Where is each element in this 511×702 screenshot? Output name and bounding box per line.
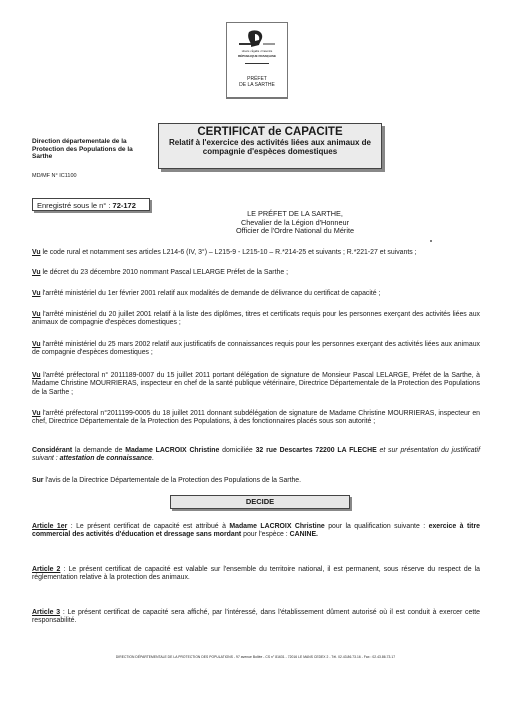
vu-lead: Vu bbox=[32, 290, 41, 297]
article-3 bbox=[32, 609, 480, 626]
registration-label: Enregistré sous le n° : bbox=[37, 201, 111, 210]
registration-number: 72-172 bbox=[112, 201, 136, 210]
logo-prefet-line2: DE LA SARTHE bbox=[239, 81, 275, 88]
vu-paragraph-6 bbox=[32, 372, 480, 397]
article-3-text: : Le présent certificat de capacité sera affiché, par l'intéressé, dans l'établissement dûment autorisé où il est conduit à exercer cette responsabilité. bbox=[32, 609, 480, 625]
vu-paragraph-1 bbox=[32, 249, 480, 257]
article-1-text-1: : Le présent certificat de capacité est attribué à bbox=[67, 523, 230, 530]
qualification: exercice à titre commercial des activités d'éducation et dressage sans mordant bbox=[32, 523, 480, 539]
reference-number: MD/MF N° IC1100 bbox=[32, 173, 77, 179]
logo-prefet-line1: PRÉFET bbox=[247, 76, 267, 82]
avis-lead: Sur bbox=[32, 477, 44, 484]
vu-paragraph-2 bbox=[32, 269, 480, 277]
article-1-text-3: pour l'espèce : bbox=[241, 531, 290, 539]
vu-text: le décret du 23 décembre 2010 nommant Pascal LELARGE Préfet de la Sarthe ; bbox=[40, 269, 288, 276]
vu-paragraph-4 bbox=[32, 311, 480, 328]
considerant-text-3: et sur présentation du justificatif suivant : bbox=[32, 447, 480, 463]
prefet-line-1: LE PRÉFET DE LA SARTHE, bbox=[247, 209, 343, 218]
certificate-subtitle-1: Relatif à l'exercice des activités liées aux animaux de bbox=[168, 138, 371, 147]
logo-motto: Liberté • Égalité • Fraternité bbox=[241, 50, 273, 53]
article-1-text-2: pour la qualification suivante : bbox=[324, 523, 429, 530]
considerant-lead: Considérant bbox=[32, 447, 73, 454]
vu-lead: Vu bbox=[32, 249, 41, 256]
vu-text: l'arrêté ministériel du 20 juillet 2001 relatif à la liste des diplômes, titres et certificats requis pour les personnes exerçant des activités liées aux animaux de compagnie d'espèces domestiques ; bbox=[32, 311, 480, 327]
vu-lead: Vu bbox=[32, 341, 41, 348]
issuing-direction: Direction départementale de la Protection des Populations de la Sarthe bbox=[32, 138, 133, 160]
considerant-text-4: . bbox=[151, 455, 154, 463]
holder-name: Madame LACROIX Christine bbox=[229, 523, 325, 530]
prefet-titles bbox=[215, 210, 375, 236]
considerant-paragraph bbox=[32, 447, 480, 464]
registration-box bbox=[32, 198, 150, 211]
vu-text: l'arrêté ministériel du 25 mars 2002 relatif aux justificatifs de connaissances requis pour les personnes exerçant des activités liées aux animaux de compagnie d'espèces domestiques ; bbox=[32, 341, 480, 357]
vu-lead: Vu bbox=[32, 269, 41, 276]
article-1 bbox=[32, 523, 480, 540]
considerant-text-2: domiciliée bbox=[219, 447, 256, 454]
article-3-label: Article 3 bbox=[32, 609, 61, 616]
article-1-label: Article 1er bbox=[32, 523, 68, 530]
certificate-title-box bbox=[158, 123, 382, 169]
vu-lead: Vu bbox=[32, 372, 41, 379]
vu-lead: Vu bbox=[32, 410, 41, 417]
footer-address: DIRECTION DÉPARTEMENTALE DE LA PROTECTION DES POPULATIONS - 97 avenue Bollée - CS n° 81631 - 72016 LE MANS CEDEX 2 - Tél. 02.43.86.73.16 - Fax : 02.43.86.73.17 bbox=[115, 655, 396, 659]
vu-text: l'arrêté ministériel du 1er février 2001 relatif aux modalités de demande de délivrance du certificat de capacité ; bbox=[40, 290, 381, 297]
logo-republic: RÉPUBLIQUE FRANÇAISE bbox=[237, 54, 276, 58]
avis-text: l'avis de la Directrice Départementale de la Protection des Populations de la Sarthe. bbox=[43, 477, 302, 484]
prefecture-logo bbox=[226, 22, 288, 99]
applicant-name: Madame LACROIX Christine bbox=[125, 447, 220, 454]
applicant-address: 32 rue Descartes 72200 LA FLECHE bbox=[255, 447, 377, 454]
article-2-label: Article 2 bbox=[32, 566, 61, 573]
logo-divider bbox=[245, 63, 269, 64]
certificate-title: CERTIFICAT de CAPACITE bbox=[197, 126, 343, 138]
vu-text: l'arrêté préfectoral n° 2011189-0007 du 15 juillet 2011 portant délégation de signature de Monsieur Pascal LELARGE, Préfet de la Sarthe, à Madame Christine MOURRIERAS, inspecteur en chef de la santé publique vétérinaire, Directrice Départementale de la Protection des Populations de la Sarthe ; bbox=[32, 372, 480, 396]
vu-text: l'arrêté préfectoral n°2011199-0005 du 18 juillet 2011 donnant subdélégation de signature de Madame Christine MOURRIERAS, inspecteur en chef, Directrice Départementale de la Protection des Populations, à des fonctionnaires placés sous son autorité ; bbox=[32, 410, 480, 426]
species: CANINE. bbox=[289, 531, 318, 539]
avis-paragraph bbox=[32, 477, 480, 485]
vu-lead: Vu bbox=[32, 311, 41, 318]
certificate-subtitle-2: compagnie d'espèces domestiques bbox=[202, 147, 338, 156]
logo-prefet bbox=[229, 77, 285, 88]
prefet-line-2: Chevalier de la Légion d'Honneur bbox=[240, 217, 350, 227]
considerant-text-1: la demande de bbox=[72, 447, 126, 454]
prefet-line-3: Officier de l'Ordre National du Mérite bbox=[235, 226, 355, 235]
vu-paragraph-5 bbox=[32, 341, 480, 358]
article-2 bbox=[32, 566, 480, 583]
attestation-type: attestation de connaissance bbox=[59, 455, 152, 463]
article-2-text: : Le présent certificat de capacité est valable sur l'ensemble du territoire national, il est permanent, sous réserve du respect de la réglementation relative à la protection des animaux. bbox=[32, 566, 480, 582]
vu-paragraph-7 bbox=[32, 410, 480, 427]
decide-heading: DECIDE bbox=[170, 495, 350, 509]
scan-mark bbox=[430, 240, 432, 242]
marianne-icon bbox=[235, 29, 279, 49]
vu-text: le code rural et notamment ses articles L214-6 (IV, 3°) – L215-9 - L215-10 – R.*214-25 et suivants ; R.*221-27 et suivants ; bbox=[40, 249, 417, 256]
vu-paragraph-3 bbox=[32, 290, 480, 298]
